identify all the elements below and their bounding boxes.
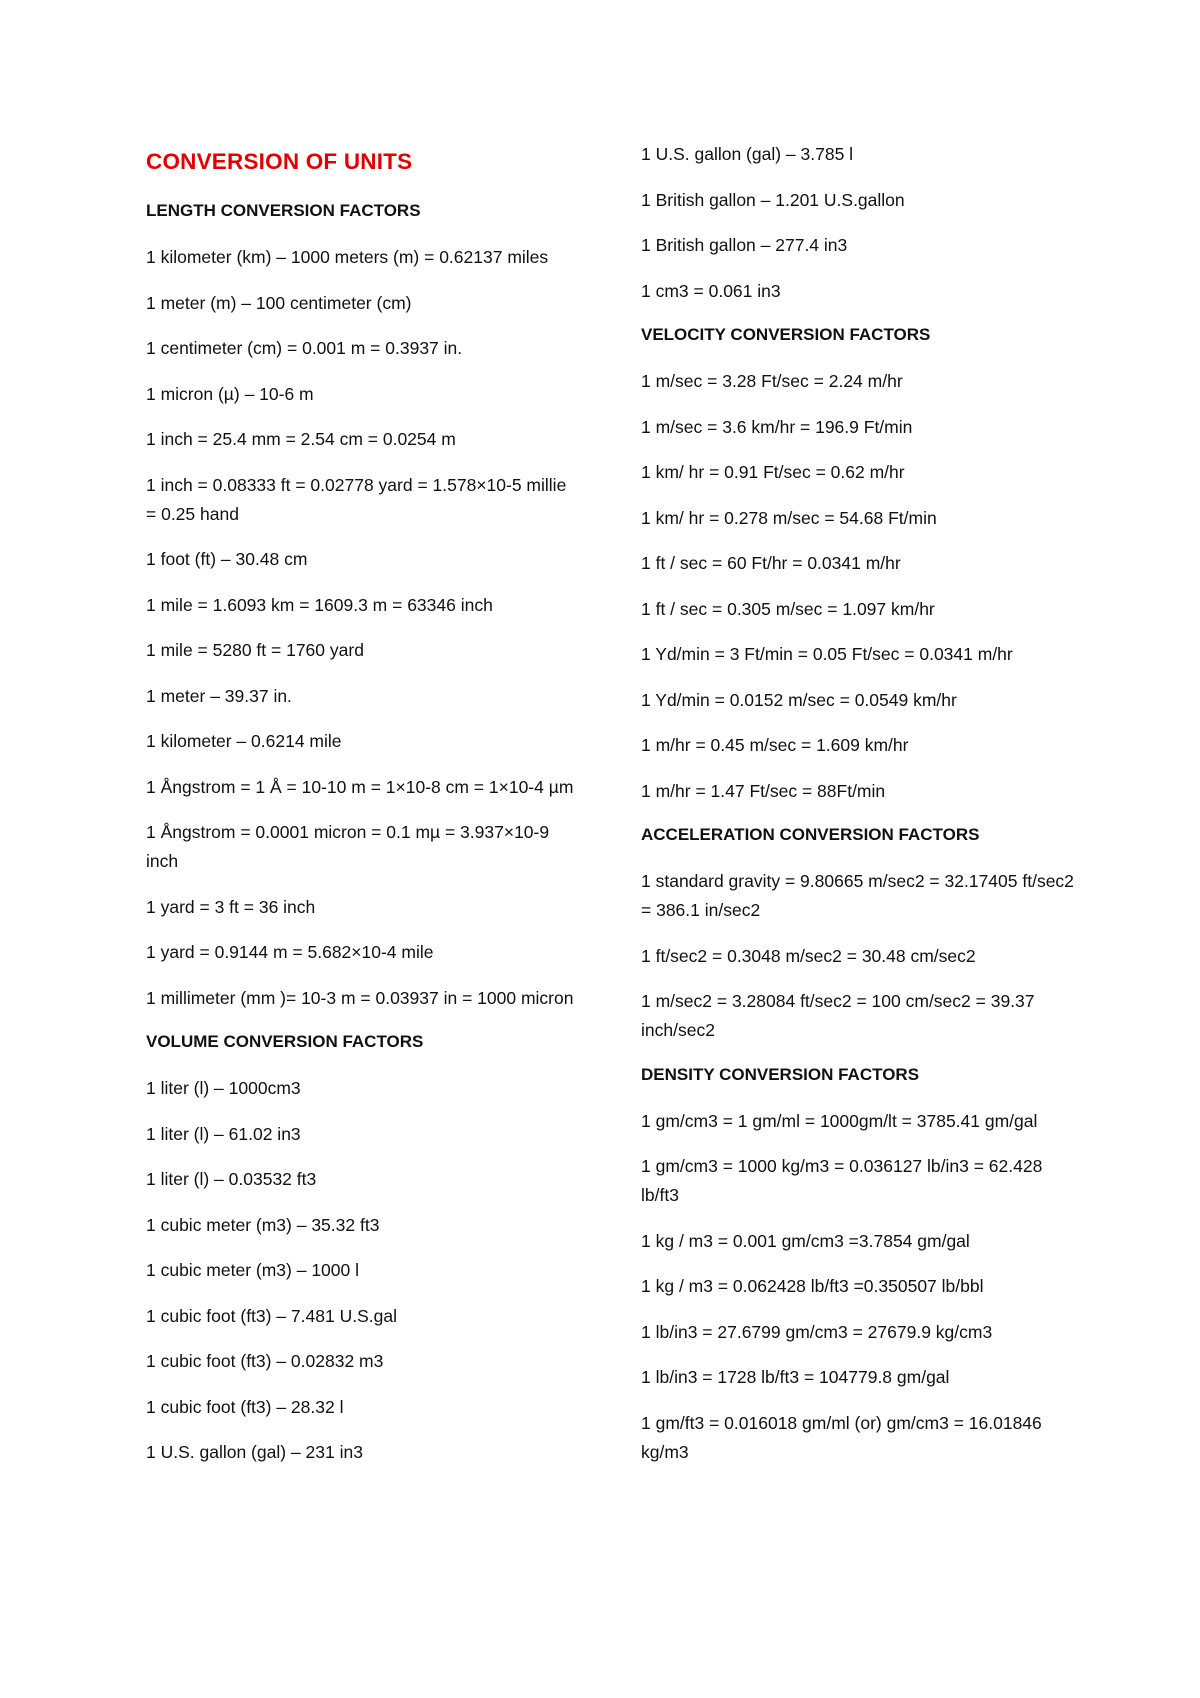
conversion-entry: 1 m/sec = 3.28 Ft/sec = 2.24 m/hr — [641, 371, 903, 391]
conversion-entry: 1 yard = 0.9144 m = 5.682×10-4 mile — [146, 942, 434, 962]
conversion-entry: 1 cubic meter (m3) – 35.32 ft3 — [146, 1214, 380, 1235]
conversion-entry: 1 cm3 = 0.061 in3 — [641, 280, 781, 301]
section-heading: ACCELERATION CONVERSION FACTORS — [641, 825, 980, 844]
conversion-entry: 1 lb/in3 = 1728 lb/ft3 = 104779.8 gm/gal — [641, 1367, 950, 1387]
conversion-entry: 1 liter (l) – 1000cm3 — [146, 1078, 301, 1098]
section-heading: DENSITY CONVERSION FACTORS — [641, 1064, 920, 1084]
conversion-entry: 1 gm/cm3 = 1000 kg/m3 = 0.036127 lb/in3 = 62.428 lb/ft3 — [641, 1156, 1043, 1205]
conversion-entry: 1 U.S. gallon (gal) – 3.785 l — [641, 144, 854, 164]
conversion-entry: 1 m/hr = 1.47 Ft/sec = 88Ft/min — [641, 780, 886, 801]
conversion-entry: 1 Yd/min = 0.0152 m/sec = 0.0549 km/hr — [641, 689, 957, 710]
conversion-entry: 1 Yd/min = 3 Ft/min = 0.05 Ft/sec = 0.0341 m/hr — [641, 644, 1013, 664]
conversion-entry: 1 mile = 1.6093 km = 1609.3 m = 63346 inch — [146, 594, 493, 615]
conversion-entry: 1 millimeter (mm )= 10-3 m = 0.03937 in = 1000 micron — [146, 987, 574, 1008]
conversion-entry: 1 liter (l) – 0.03532 ft3 — [146, 1169, 317, 1189]
conversion-entry: 1 ft / sec = 0.305 m/sec = 1.097 km/hr — [641, 598, 935, 619]
section-heading: LENGTH CONVERSION FACTORS — [146, 201, 421, 220]
conversion-entry: 1 British gallon – 1.201 U.S.gallon — [641, 189, 905, 210]
conversion-entry: 1 Ångstrom = 0.0001 micron = 0.1 mµ = 3.937×10-9 inch — [146, 822, 550, 871]
conversion-entry: 1 kilometer (km) – 1000 meters (m) = 0.62137 miles — [146, 247, 549, 267]
conversion-entry: 1 ft / sec = 60 Ft/hr = 0.0341 m/hr — [641, 553, 901, 573]
conversion-entry: 1 foot (ft) – 30.48 cm — [146, 549, 308, 569]
conversion-entry: 1 gm/cm3 = 1 gm/ml = 1000gm/lt = 3785.41 gm/gal — [641, 1110, 1038, 1131]
left-column — [146, 147, 576, 1484]
conversion-entry: 1 micron (µ) – 10-6 m — [146, 383, 314, 404]
conversion-entry: 1 kg / m3 = 0.062428 lb/ft3 =0.350507 lb/bbl — [641, 1276, 984, 1296]
conversion-entry: 1 yard = 3 ft = 36 inch — [146, 896, 316, 917]
page-title: CONVERSION OF UNITS — [146, 149, 413, 174]
conversion-entry: 1 inch = 0.08333 ft = 0.02778 yard = 1.578×10-5 millie = 0.25 hand — [146, 474, 567, 524]
conversion-entry: 1 km/ hr = 0.91 Ft/sec = 0.62 m/hr — [641, 462, 905, 482]
conversion-entry: 1 cubic foot (ft3) – 0.02832 m3 — [146, 1351, 384, 1371]
conversion-entry: 1 m/sec = 3.6 km/hr = 196.9 Ft/min — [641, 416, 913, 437]
conversion-entry: 1 Ångstrom = 1 Å = 10-10 m = 1×10-8 cm = 1×10-4 µm — [146, 776, 574, 797]
conversion-entry: 1 gm/ft3 = 0.016018 gm/ml (or) gm/cm3 = 16.01846 kg/m3 — [641, 1412, 1042, 1462]
conversion-entry: 1 meter (m) – 100 centimeter (cm) — [146, 292, 412, 313]
conversion-entry: 1 lb/in3 = 27.6799 gm/cm3 = 27679.9 kg/cm3 — [641, 1321, 993, 1342]
conversion-entry: 1 m/sec2 = 3.28084 ft/sec2 = 100 cm/sec2 = 39.37 inch/sec2 — [641, 991, 1035, 1040]
conversion-entry: 1 ft/sec2 = 0.3048 m/sec2 = 30.48 cm/sec2 — [641, 945, 976, 966]
conversion-entry: 1 kg / m3 = 0.001 gm/cm3 =3.7854 gm/gal — [641, 1230, 970, 1251]
conversion-entry: 1 inch = 25.4 mm = 2.54 cm = 0.0254 m — [146, 429, 456, 449]
conversion-entry: 1 U.S. gallon (gal) – 231 in3 — [146, 1442, 363, 1462]
conversion-entry: 1 kilometer – 0.6214 mile — [146, 731, 342, 751]
conversion-entry: 1 liter (l) – 61.02 in3 — [146, 1123, 301, 1144]
conversion-entry: 1 British gallon – 277.4 in3 — [641, 235, 848, 255]
conversion-entry: 1 cubic foot (ft3) – 28.32 l — [146, 1396, 344, 1417]
conversion-entry: 1 cubic foot (ft3) – 7.481 U.S.gal — [146, 1305, 397, 1326]
conversion-entry: 1 meter – 39.37 in. — [146, 685, 292, 706]
section-heading: VELOCITY CONVERSION FACTORS — [641, 325, 931, 344]
conversion-entry: 1 standard gravity = 9.80665 m/sec2 = 32.17405 ft/sec2 = 386.1 in/sec2 — [641, 871, 1074, 920]
conversion-entry: 1 km/ hr = 0.278 m/sec = 54.68 Ft/min — [641, 507, 937, 528]
right-column — [641, 144, 1081, 1483]
conversion-entry: 1 m/hr = 0.45 m/sec = 1.609 km/hr — [641, 735, 909, 755]
section-heading: VOLUME CONVERSION FACTORS — [146, 1032, 424, 1051]
conversion-entry: 1 mile = 5280 ft = 1760 yard — [146, 640, 364, 660]
conversion-entry: 1 cubic meter (m3) – 1000 l — [146, 1260, 360, 1280]
left-entries — [146, 198, 576, 1467]
conversion-entry: 1 centimeter (cm) = 0.001 m = 0.3937 in. — [146, 338, 463, 358]
right-entries — [641, 140, 1081, 1467]
